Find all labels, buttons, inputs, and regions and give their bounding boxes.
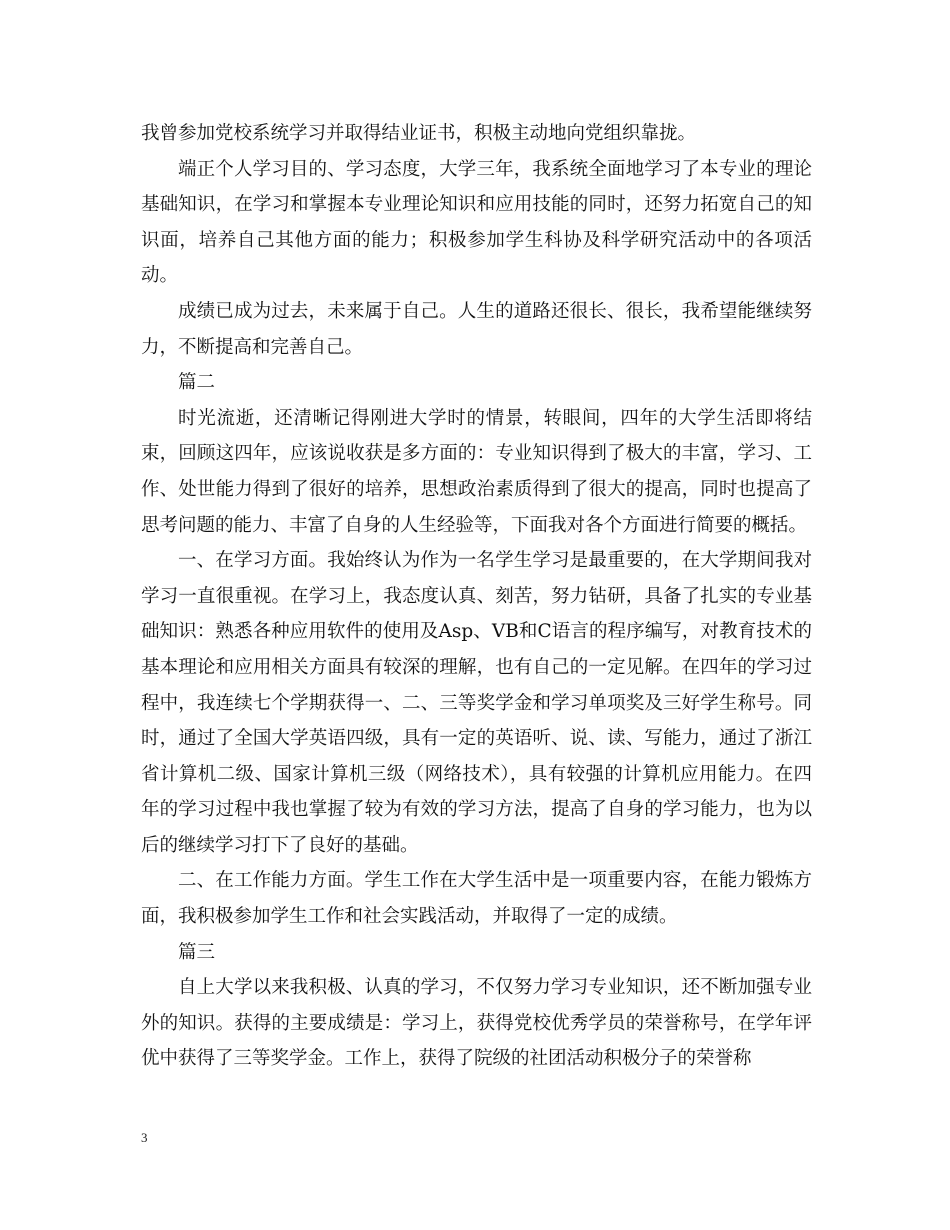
paragraph-3: 成绩已成为过去，未来属于自己。人生的道路还很长、很长，我希望能继续努力，不断提高和完善自己。: [141, 300, 812, 358]
paragraph-2: 端正个人学习目的、学习态度，大学三年，我系统全面地学习了本专业的理论基础知识，在学习和掌握本专业理论知识和应用技能的同时，还努力拓宽自己的知识面，培养自己其他方面的能力；积极参加学生科协及科学研究活动中的各项活动。: [141, 158, 812, 287]
paragraph-5: 时光流逝，还清晰记得刚进大学时的情景，转眼间，四年的大学生活即将结束，回顾这四年，应该说收获是多方面的：专业知识得到了极大的丰富，学习、工作、处世能力得到了很好的培养，思想政治素质得到了很大的提高，同时也提高了思考问题的能力、丰富了自身的人生经验等，下面我对各个方面进行简要的概括。: [141, 407, 812, 536]
paragraph-1: 我曾参加党校系统学习并取得结业证书，积极主动地向党组织靠拢。: [141, 123, 697, 144]
section-heading-part-two: 篇二: [178, 372, 216, 394]
section-heading-part-three: 篇三: [178, 941, 216, 963]
page-number: 3: [141, 1130, 148, 1145]
paragraph-9: 自上大学以来我积极、认真的学习，不仅努力学习专业知识，还不断加强专业外的知识。获得的主要成绩是：学习上，获得党校优秀学员的荣誉称号，在学年评优中获得了三等奖学金。工作上，获得了院级的社团活动积极分子的荣誉称: [141, 977, 812, 1070]
document-body: [141, 116, 812, 1077]
paragraph-7: 二、在工作能力方面。学生工作在大学生活中是一项重要内容，在能力锻炼方面，我积极参加学生工作和社会实践活动，并取得了一定的成绩。: [141, 870, 812, 928]
paragraph-6: 一、在学习方面。我始终认为作为一名学生学习是最重要的，在大学期间我对学习一直很重视。在学习上，我态度认真、刻苦，努力钻研，具备了扎实的专业基础知识：熟悉各种应用软件的使用及Asp、VB和C语言的程序编写，对教育技术的基本理论和应用相关方面具有较深的理解，也有自己的一定见解。在四年的学习过程中，我连续七个学期获得一、二、三等奖学金和学习单项奖及三好学生称号。同时，通过了全国大学英语四级，具有一定的英语听、说、读、写能力，通过了浙江省计算机二级、国家计算机三级（网络技术），具有较强的计算机应用能力。在四年的学习过程中我也掌握了较为有效的学习方法，提高了自身的学习能力，也为以后的继续学习打下了良好的基础。: [141, 550, 812, 856]
